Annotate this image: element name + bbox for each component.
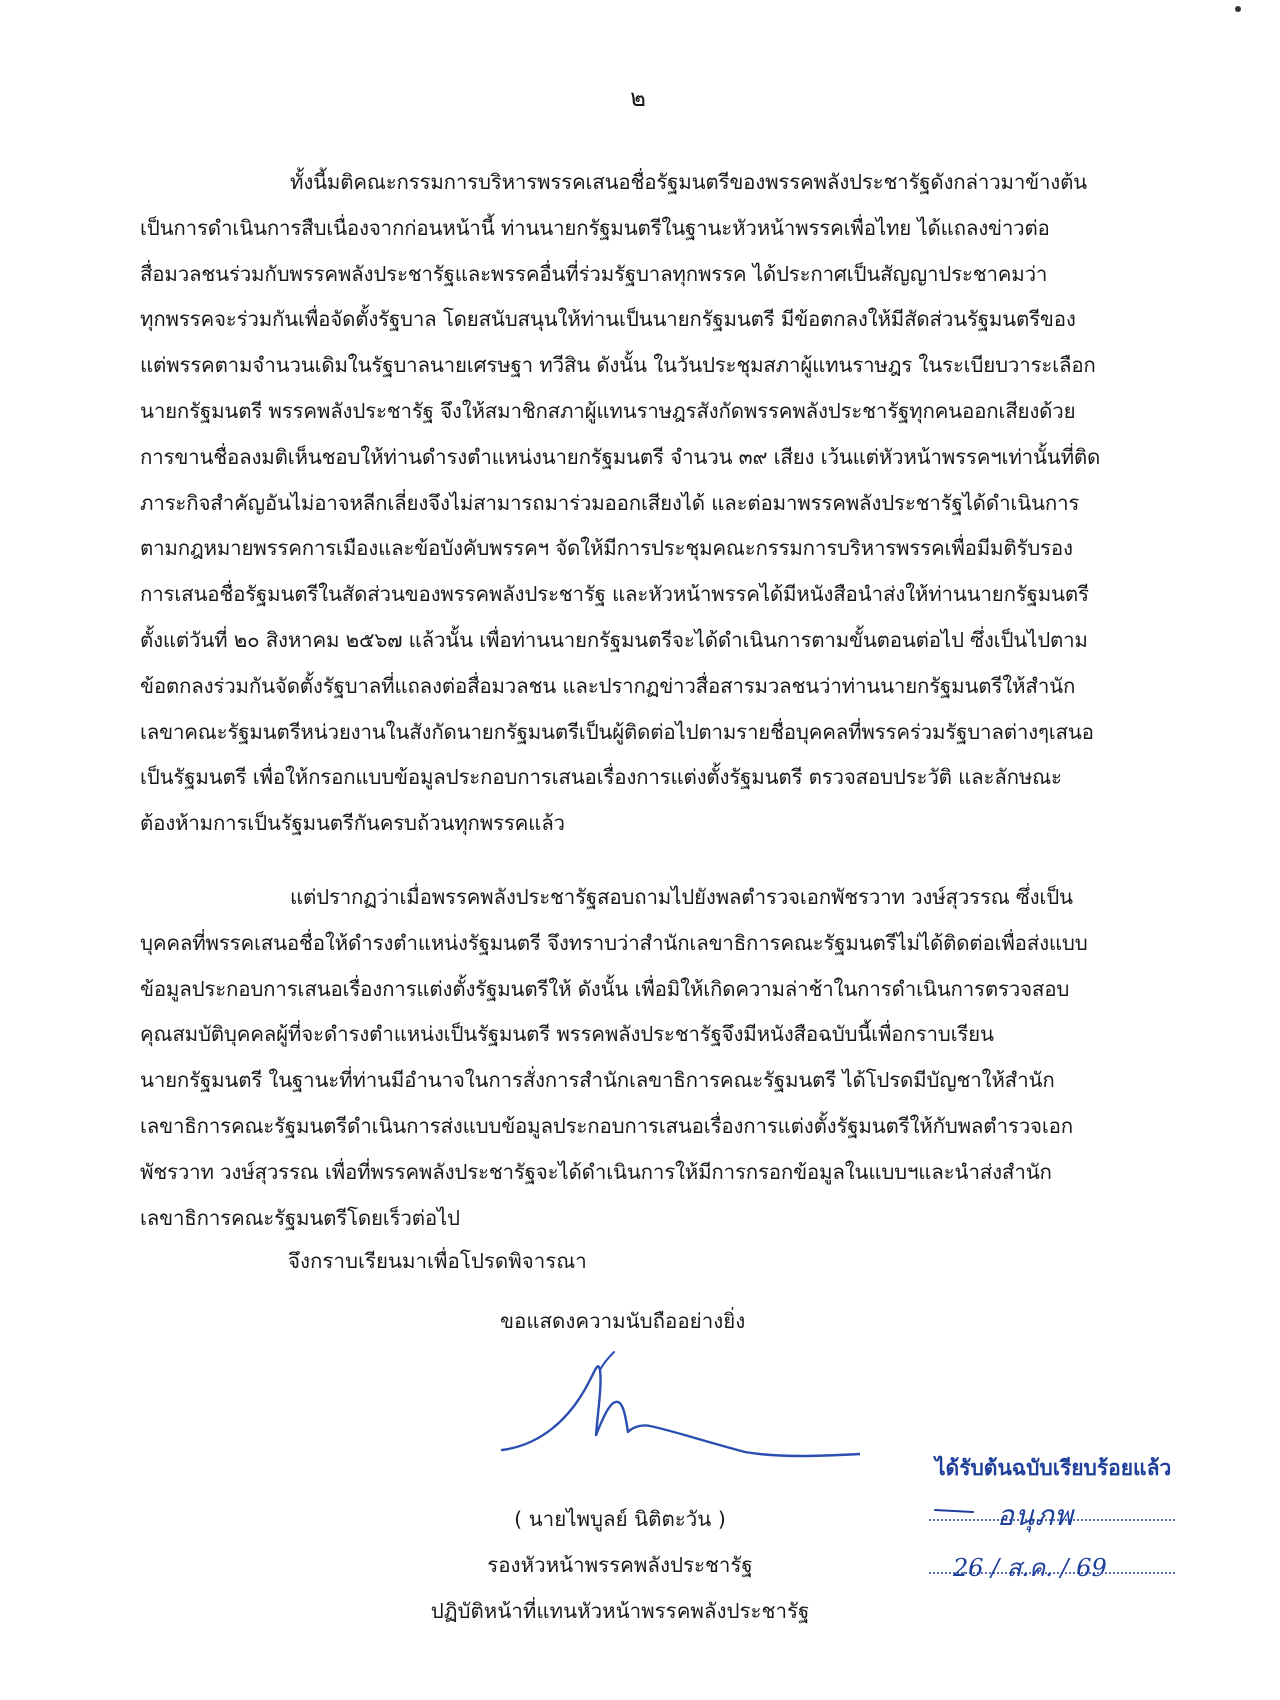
- text-line: แต่พรรคตามจำนวนเดิมในรัฐบาลนายเศรษฐา ทวีสิน ดังนั้น ในวันประชุมสภาผู้แทนราษฎร ในระเบียบวาระเลือก: [140, 353, 1096, 378]
- text-line: เลขาธิการคณะรัฐมนตรีโดยเร็วต่อไป: [140, 1205, 460, 1230]
- text-line: เป็นการดำเนินการสืบเนื่องจากก่อนหน้านี้ ท่านนายกรัฐมนตรีในฐานะหัวหน้าพรรคเพื่อไทย ได้แถลงข่าวต่อ: [140, 215, 1050, 240]
- paragraph-gap: [140, 847, 1140, 875]
- page-number: ๒: [630, 84, 646, 112]
- paragraph-2: [140, 875, 1140, 1241]
- signer-block: [330, 1496, 910, 1634]
- text-line: ข้อตกลงร่วมกันจัดตั้งรัฐบาลที่แถลงต่อสื่อมวลชน และปรากฏข่าวสื่อสารมวลชนว่าท่านนายกรัฐมนตรีให้สำนัก: [140, 673, 1076, 698]
- text-line: สื่อมวลชนร่วมกับพรรคพลังประชารัฐและพรรคอื่นที่ร่วมรัฐบาลทุกพรรค ได้ประกาศเป็นสัญญาประชาคมว่า: [140, 261, 1048, 286]
- text-line: เลขาคณะรัฐมนตรีหน่วยงานในสังกัดนายกรัฐมนตรีเป็นผู้ติดต่อไปตามรายชื่อบุคคลที่พรรคร่วมรัฐบาลต่างๆเสนอ: [140, 719, 1094, 744]
- paragraph-1: [140, 160, 1140, 847]
- signature-icon: [500, 1340, 860, 1490]
- closing-regards: ขอแสดงความนับถืออย่างยิ่ง: [500, 1309, 746, 1333]
- receipt-stamp: [925, 1452, 1185, 1592]
- text-line: ทั้งนี้มติคณะกรรมการบริหารพรรคเสนอชื่อรัฐมนตรีของพรรคพลังประชารัฐดังกล่าวมาข้างต้น: [290, 170, 1087, 194]
- text-line: คุณสมบัติบุคคลผู้ที่จะดำรงตำแหน่งเป็นรัฐมนตรี พรรคพลังประชารัฐจึงมีหนังสือฉบับนี้เพื่อกราบเรียน: [140, 1022, 994, 1047]
- text-line: เป็นรัฐมนตรี เพื่อให้กรอกแบบข้อมูลประกอบการเสนอเรื่องการแต่งตั้งรัฐมนตรี ตรวจสอบประวัติ และลักษณะ: [140, 765, 1062, 790]
- signer-acting-title: ปฏิบัติหน้าที่แทนหัวหน้าพรรคพลังประชารัฐ: [430, 1599, 810, 1623]
- stamp-handwritten-name: อนุภพ: [997, 1499, 1074, 1532]
- text-line: ต้องห้ามการเป็นรัฐมนตรีกันครบถ้วนทุกพรรคแล้ว: [140, 811, 565, 836]
- text-line: การเสนอชื่อรัฐมนตรีในสัดส่วนของพรรคพลังประชารัฐ และหัวหน้าพรรคได้มีหนังสือนำส่งให้ท่านนายกรัฐมนตรี: [140, 582, 1089, 607]
- signer-title: รองหัวหน้าพรรคพลังประชารัฐ: [487, 1553, 753, 1577]
- stamp-handwritten-date: 26 / ส.ค. / 69: [953, 1554, 1107, 1582]
- text-line: บุคคลที่พรรคเสนอชื่อให้ดำรงตำแหน่งรัฐมนตรี จึงทราบว่าสำนักเลขาธิการคณะรัฐมนตรีไม่ได้ติดต่อเพื่อส่งแบบ: [140, 930, 1088, 955]
- text-line: ตั้งแต่วันที่ ๒๐ สิงหาคม ๒๕๖๗ แล้วนั้น เพื่อท่านนายกรัฐมนตรีจะได้ดำเนินการตามขั้นตอนต่อไป ซึ่งเป็นไปตาม: [140, 627, 1088, 652]
- stamp-label: ได้รับต้นฉบับเรียบร้อยแล้ว: [935, 1457, 1172, 1480]
- text-line: นายกรัฐมนตรี พรรคพลังประชารัฐ จึงให้สมาชิกสภาผู้แทนราษฎรสังกัดพรรคพลังประชารัฐทุกคนออกเสียงด้วย: [140, 398, 1076, 423]
- text-line: แต่ปรากฏว่าเมื่อพรรคพลังประชารัฐสอบถามไปยังพลตำรวจเอกพัชรวาท วงษ์สุวรรณ ซึ่งเป็น: [290, 884, 1073, 909]
- text-line: ทุกพรรคจะร่วมกันเพื่อจัดตั้งรัฐบาล โดยสนับสนุนให้ท่านเป็นนายกรัฐมนตรี มีข้อตกลงให้มีสัดส่วนรัฐมนตรีของ: [140, 307, 1076, 332]
- text-line: นายกรัฐมนตรี ในฐานะที่ท่านมีอำนาจในการสั่งการสำนักเลขาธิการคณะรัฐมนตรี ได้โปรดมีบัญชาให้สำนัก: [140, 1068, 1055, 1093]
- text-line: เลขาธิการคณะรัฐมนตรีดำเนินการส่งแบบข้อมูลประกอบการเสนอเรื่องการแต่งตั้งรัฐมนตรีให้กับพลตำรวจเอก: [140, 1113, 1073, 1138]
- signer-name: ( นายไพบูลย์ นิติตะวัน ): [514, 1507, 726, 1531]
- text-line: ข้อมูลประกอบการเสนอเรื่องการแต่งตั้งรัฐมนตรีให้ ดังนั้น เพื่อมิให้เกิดความล่าช้าในการดำเนินการตรวจสอบ: [140, 976, 1070, 1001]
- text-line: ภาระกิจสำคัญอันไม่อาจหลีกเลี่ยงจึงไม่สามารถมาร่วมออกเสียงได้ และต่อมาพรรคพลังประชารัฐได้ดำเนินการ: [140, 490, 1080, 515]
- text-line: พัชรวาท วงษ์สุวรรณ เพื่อที่พรรคพลังประชารัฐจะได้ดำเนินการให้มีการกรอกข้อมูลในแบบฯและนำส่งสำนัก: [140, 1159, 1052, 1184]
- letter-body: [140, 160, 1140, 1241]
- corner-dot: [1235, 6, 1241, 12]
- text-line: ตามกฎหมายพรรคการเมืองและข้อบังคับพรรคฯ จัดให้มีการประชุมคณะกรรมการบริหารพรรคเพื่อมีมติรับรอง: [140, 536, 1073, 561]
- text-line: การขานชื่อลงมติเห็นชอบให้ท่านดำรงตำแหน่งนายกรัฐมนตรี จำนวน ๓๙ เสียง เว้นแต่หัวหน้าพรรคฯเท่านั้นที่ติด: [140, 444, 1101, 469]
- closing-request: จึงกราบเรียนมาเพื่อโปรดพิจารณา: [288, 1249, 587, 1273]
